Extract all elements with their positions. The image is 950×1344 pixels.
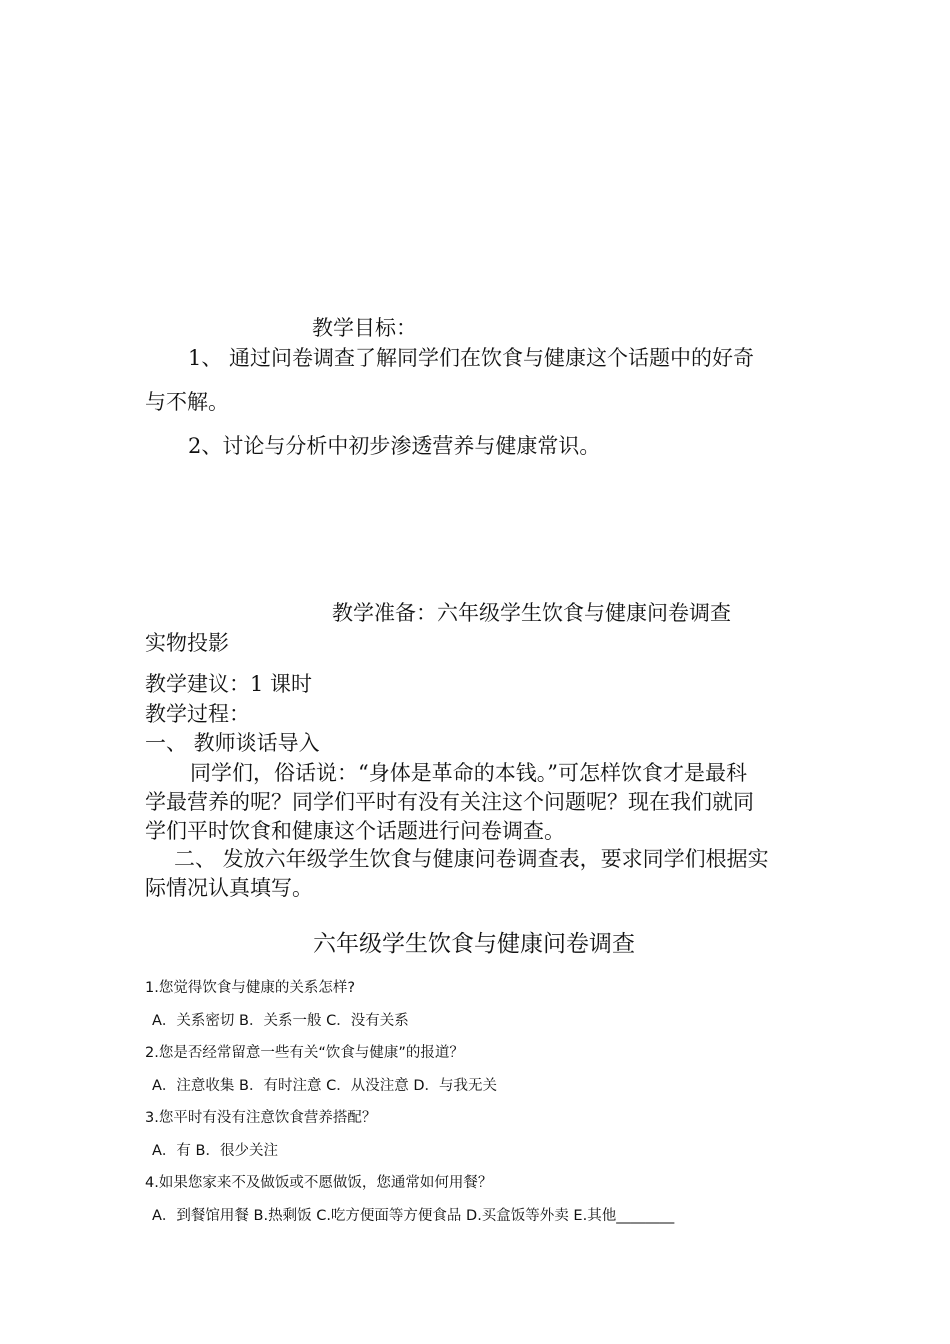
suggestion: 教学建议：1 课时	[145, 672, 313, 696]
step-1-para-line-1: 同学们，俗话说：“身体是革命的本钱。”可怎样饮食才是最科	[190, 761, 747, 785]
objective-1-line-2: 与不解。	[145, 390, 229, 414]
survey-question-1: 1.您觉得饮食与健康的关系怎样?	[145, 980, 356, 996]
step-1-para-line-3: 学们平时饮食和健康这个话题进行问卷调查。	[145, 819, 565, 843]
survey-question-4: 4.如果您家来不及做饭或不愿做饭，您通常如何用餐？	[145, 1175, 493, 1191]
objective-2: 2、讨论与分析中初步渗透营养与健康常识。	[188, 434, 601, 458]
preparation-line-1: 教学准备：六年级学生饮食与健康问卷调查	[332, 601, 731, 625]
survey-options-2: A．注意收集 B．有时注意 C．从没注意 D．与我无关	[152, 1078, 497, 1094]
objectives-heading: 教学目标：	[312, 316, 417, 340]
survey-question-2: 2.您是否经常留意一些有关“饮食与健康”的报道？	[145, 1045, 464, 1061]
survey-options-1: A．关系密切 B．关系一般 C．没有关系	[152, 1013, 409, 1029]
step-2-line-2: 际情况认真填写。	[145, 876, 313, 900]
step-1-heading: 一、 教师谈话导入	[145, 731, 320, 755]
survey-question-3: 3.您平时有没有注意饮食营养搭配？	[145, 1110, 377, 1126]
survey-title: 六年级学生饮食与健康问卷调查	[313, 931, 635, 957]
preparation-line-2: 实物投影	[145, 631, 229, 655]
objective-1-line-1: 1、 通过问卷调查了解同学们在饮食与健康这个话题中的好奇	[188, 346, 755, 370]
step-1-para-line-2: 学最营养的呢？同学们平时有没有关注这个问题呢？现在我们就同	[145, 790, 754, 814]
process-heading: 教学过程：	[145, 702, 250, 726]
step-2-line-1: 二、 发放六年级学生饮食与健康问卷调查表，要求同学们根据实	[174, 847, 769, 871]
survey-options-4: A．到餐馆用餐 B.热剩饭 C.吃方便面等方便食品 D.买盒饭等外卖 E.其他________	[152, 1208, 675, 1224]
survey-options-3: A．有 B．很少关注	[152, 1143, 278, 1159]
